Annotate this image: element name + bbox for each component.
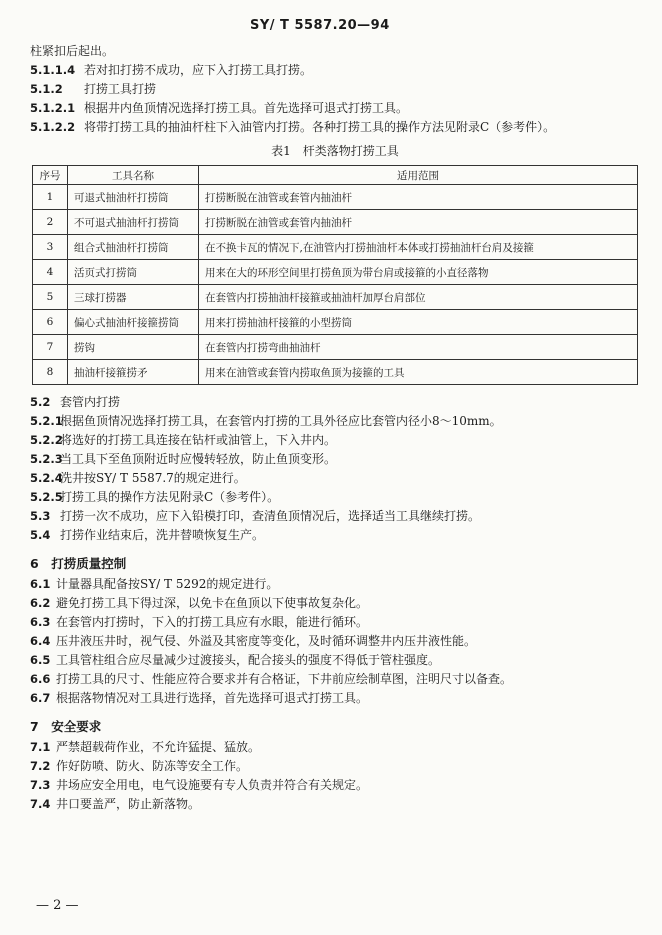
row-number-cell: 1 bbox=[33, 185, 68, 210]
clause-text: 根据落物情况对工具进行选择，首先选择可退式打捞工具。 bbox=[56, 691, 369, 705]
scope-cell: 打捞断脱在油管或套管内抽油杆 bbox=[199, 185, 638, 210]
clause-text: 在套管内打捞时，下入的打捞工具应有水眼，能进行循环。 bbox=[56, 615, 369, 629]
clause-text: 避免打捞工具下得过深，以免卡在鱼顶以下使事故复杂化。 bbox=[56, 596, 369, 610]
clause-line bbox=[30, 651, 640, 670]
clause-line bbox=[30, 594, 640, 613]
clause-line bbox=[30, 507, 640, 526]
clause-number: 7.2 bbox=[30, 759, 51, 773]
page-content bbox=[30, 42, 640, 814]
clause-text: 将选好的打捞工具连接在钻杆或油管上，下入井内。 bbox=[60, 433, 337, 447]
table-row bbox=[33, 260, 638, 285]
section-7-title: 7 安全要求 bbox=[30, 719, 102, 734]
clause-number: 7.3 bbox=[30, 778, 51, 792]
clause-number: 5.3 bbox=[30, 509, 51, 523]
clause-line bbox=[30, 412, 640, 431]
clause-number: 5.2.1 bbox=[30, 414, 63, 428]
scope-cell: 在套管内打捞弯曲抽油杆 bbox=[199, 335, 638, 360]
clause-line bbox=[30, 80, 640, 99]
clause-number: 6.1 bbox=[30, 577, 51, 591]
section-5-1-lines bbox=[30, 42, 640, 137]
row-number-cell: 8 bbox=[33, 360, 68, 385]
clause-text: 压井液压井时，视气侵、外溢及其密度等变化，及时循环调整井内压井液性能。 bbox=[56, 634, 477, 648]
clause-number: 5.2.5 bbox=[30, 490, 63, 504]
tool-name-cell: 活页式打捞筒 bbox=[68, 260, 199, 285]
col-header-scope: 适用范围 bbox=[199, 166, 638, 185]
clause-number: 7.4 bbox=[30, 797, 51, 811]
clause-text: 当工具下至鱼顶附近时应慢转轻放，防止鱼顶变形。 bbox=[60, 452, 337, 466]
scope-cell: 用来在大的环形空间里打捞鱼顶为带台肩或接箍的小直径落物 bbox=[199, 260, 638, 285]
tool-name-cell: 捞钩 bbox=[68, 335, 199, 360]
clause-text: 严禁超载荷作业，不允许猛提、猛放。 bbox=[56, 740, 261, 754]
clause-number: 5.2.4 bbox=[30, 471, 63, 485]
clause-line bbox=[30, 613, 640, 632]
row-number-cell: 6 bbox=[33, 310, 68, 335]
scope-cell: 打捞断脱在油管或套管内抽油杆 bbox=[199, 210, 638, 235]
table-row bbox=[33, 185, 638, 210]
clause-line bbox=[30, 42, 640, 61]
row-number-cell: 5 bbox=[33, 285, 68, 310]
clause-text: 根据鱼顶情况选择打捞工具，在套管内打捞的工具外径应比套管内径小8～10mm。 bbox=[60, 414, 502, 428]
clause-text: 打捞工具的操作方法见附录C（参考件）。 bbox=[60, 490, 280, 504]
clause-line bbox=[30, 393, 640, 412]
clause-text: 洗井按SY/ T 5587.7的规定进行。 bbox=[60, 471, 246, 485]
clause-number: 6.5 bbox=[30, 653, 51, 667]
clause-line bbox=[30, 526, 640, 545]
clause-number: 5.2 bbox=[30, 395, 51, 409]
clause-line bbox=[30, 61, 640, 80]
scope-cell: 用来在油管或套管内捞取鱼顶为接箍的工具 bbox=[199, 360, 638, 385]
clause-number: 6.7 bbox=[30, 691, 51, 705]
row-number-cell: 3 bbox=[33, 235, 68, 260]
row-number-cell: 7 bbox=[33, 335, 68, 360]
clause-line bbox=[30, 632, 640, 651]
section-7-lines bbox=[30, 738, 640, 814]
section-5-2-lines bbox=[30, 393, 640, 545]
clause-line bbox=[30, 795, 640, 814]
clause-number: 5.1.2.1 bbox=[30, 101, 76, 115]
clause-text: 作好防喷、防火、防冻等安全工作。 bbox=[56, 759, 249, 773]
table-row bbox=[33, 360, 638, 385]
tool-name-cell: 三球打捞器 bbox=[68, 285, 199, 310]
clause-line bbox=[30, 757, 640, 776]
clause-text: 若对扣打捞不成功，应下入打捞工具打捞。 bbox=[84, 63, 313, 77]
clause-number: 7.1 bbox=[30, 740, 51, 754]
clause-text: 打捞一次不成功，应下入铅模打印，查清鱼顶情况后，选择适当工具继续打捞。 bbox=[60, 509, 481, 523]
clause-text: 打捞工具的尺寸、性能应符合要求并有合格证，下井前应绘制草图，注明尺寸以备查。 bbox=[56, 672, 513, 686]
section-6-title: 6 打捞质量控制 bbox=[30, 556, 127, 571]
table-row bbox=[33, 310, 638, 335]
clause-text: 井场应安全用电，电气设施要有专人负责并符合有关规定。 bbox=[56, 778, 369, 792]
scope-cell: 在套管内打捞抽油杆接箍或抽油杆加厚台肩部位 bbox=[199, 285, 638, 310]
clause-number: 5.2.2 bbox=[30, 433, 63, 447]
table-header-row bbox=[33, 166, 638, 185]
col-header-no: 序号 bbox=[33, 166, 68, 185]
clause-number: 6.4 bbox=[30, 634, 51, 648]
table-row bbox=[33, 335, 638, 360]
clause-number: 5.1.2.2 bbox=[30, 120, 76, 134]
clause-line bbox=[30, 575, 640, 594]
tool-name-cell: 组合式抽油杆打捞筒 bbox=[68, 235, 199, 260]
clause-number: 5.1.2 bbox=[30, 82, 63, 96]
tool-name-cell: 可退式抽油杆打捞筒 bbox=[68, 185, 199, 210]
row-number-cell: 2 bbox=[33, 210, 68, 235]
table-body bbox=[33, 185, 638, 385]
clause-text: 井口要盖严，防止新落物。 bbox=[56, 797, 201, 811]
page-number: — 2 — bbox=[36, 898, 79, 913]
section-6-lines bbox=[30, 575, 640, 708]
tool-name-cell: 不可退式抽油杆打捞筒 bbox=[68, 210, 199, 235]
table-row bbox=[33, 210, 638, 235]
row-number-cell: 4 bbox=[33, 260, 68, 285]
tool-name-cell: 偏心式抽油杆接箍捞筒 bbox=[68, 310, 199, 335]
table-row bbox=[33, 235, 638, 260]
clause-text: 工具管柱组合应尽量减少过渡接头，配合接头的强度不得低于管柱强度。 bbox=[56, 653, 441, 667]
clause-line bbox=[30, 488, 640, 507]
clause-text: 计量器具配备按SY/ T 5292的规定进行。 bbox=[56, 577, 279, 591]
clause-line bbox=[30, 450, 640, 469]
clause-text: 柱紧扣后起出。 bbox=[30, 44, 115, 58]
clause-number: 6.3 bbox=[30, 615, 51, 629]
clause-text: 根据井内鱼顶情况选择打捞工具。首先选择可退式打捞工具。 bbox=[84, 101, 409, 115]
clause-line bbox=[30, 689, 640, 708]
clause-line bbox=[30, 118, 640, 137]
clause-text: 套管内打捞 bbox=[60, 395, 121, 409]
clause-text: 打捞作业结束后，洗井替喷恢复生产。 bbox=[60, 528, 265, 542]
clause-number: 5.4 bbox=[30, 528, 51, 542]
clause-number: 5.1.1.4 bbox=[30, 63, 76, 77]
scope-cell: 在不换卡瓦的情况下,在油管内打捞抽油杆本体或打捞抽油杆台肩及接箍 bbox=[199, 235, 638, 260]
tools-table bbox=[32, 165, 638, 385]
clause-line bbox=[30, 431, 640, 450]
document-header: SY/ T 5587.20—94 bbox=[250, 18, 390, 33]
clause-number: 5.2.3 bbox=[30, 452, 63, 466]
clause-line bbox=[30, 469, 640, 488]
clause-line bbox=[30, 776, 640, 795]
clause-line bbox=[30, 99, 640, 118]
clause-line bbox=[30, 738, 640, 757]
clause-text: 将带打捞工具的抽油杆柱下入油管内打捞。各种打捞工具的操作方法见附录C（参考件）。 bbox=[84, 120, 556, 134]
clause-text: 打捞工具打捞 bbox=[84, 82, 157, 96]
scope-cell: 用来打捞抽油杆接箍的小型捞筒 bbox=[199, 310, 638, 335]
table-caption: 表1 杆类落物打捞工具 bbox=[271, 144, 399, 158]
tool-name-cell: 抽油杆接箍捞矛 bbox=[68, 360, 199, 385]
table-row bbox=[33, 285, 638, 310]
col-header-tool: 工具名称 bbox=[68, 166, 199, 185]
clause-number: 6.2 bbox=[30, 596, 51, 610]
clause-number: 6.6 bbox=[30, 672, 51, 686]
clause-line bbox=[30, 670, 640, 689]
